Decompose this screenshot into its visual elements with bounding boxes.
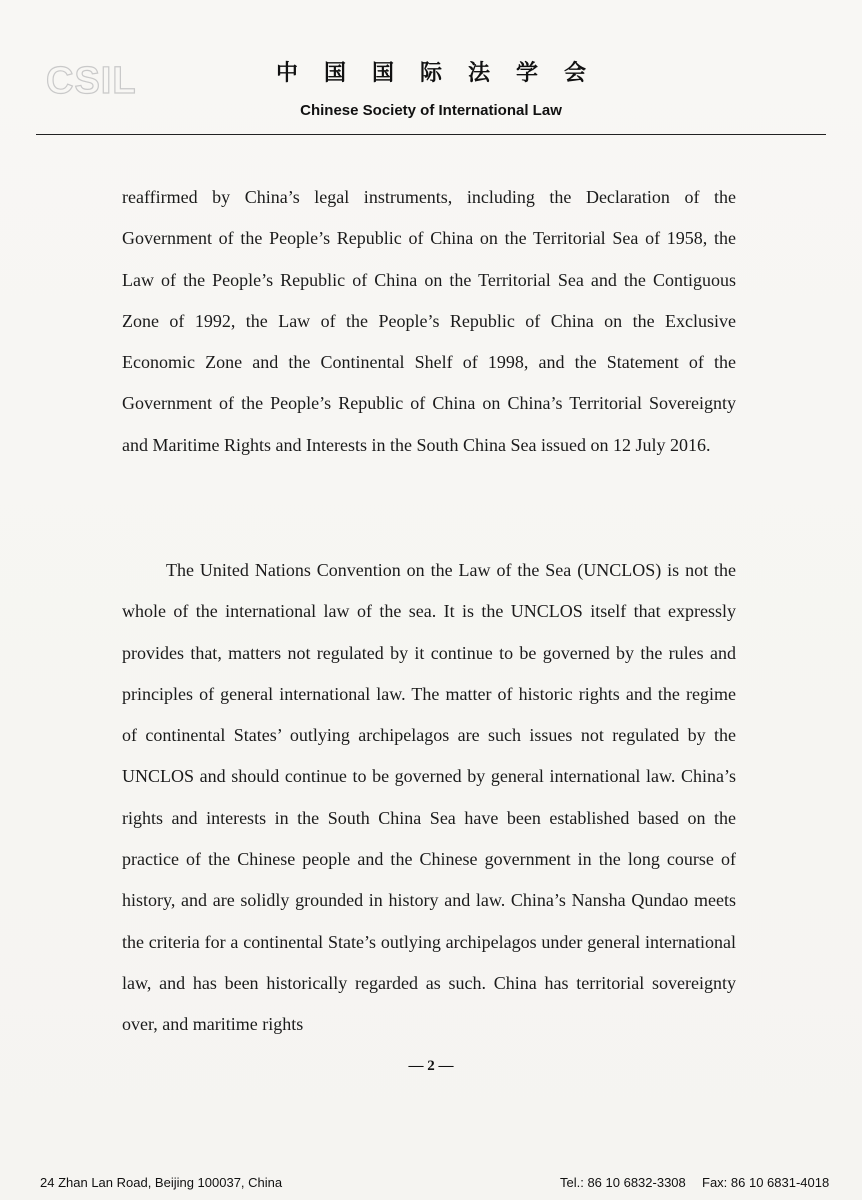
body-paragraph-2: The United Nations Convention on the Law of the Sea (UNCLOS) is not the whole of the international law of the sea. It is the UNCLOS itself that expressly provides that, matters not regulated by it continue to be governed by the rules and principles of general international law. The matter of historic rights and the regime of continental States’ outlying archipelagos are such issues not regulated by the UNCLOS and should continue to be governed by general international law. China’s rights and interests in the South China Sea have been established based on the practice of the Chinese people and the Chinese government in the long course of history, and are solidly grounded in history and law. China’s Nansha Qundao meets the criteria for a continental State’s outlying archipelagos under general international law, and has been historically regarded as such. China has territorial sovereignty over, and maritime rights (122, 560, 736, 1035)
footer-telephone: Tel.: 86 10 6832-3308 (560, 1175, 686, 1190)
footer-address: 24 Zhan Lan Road, Beijing 100037, China (40, 1175, 283, 1190)
page-number: — 2 — (408, 1058, 454, 1074)
letterhead-title-chinese: 中国国际法学会 (275, 61, 612, 86)
header-divider (36, 134, 826, 135)
letterhead-title-english: Chinese Society of International Law (300, 102, 562, 119)
body-paragraph-1: reaffirmed by China’s legal instruments, including the Declaration of the Government of the People’s Republic of China on the Territorial Sea of 1958, the Law of the People’s Republic of China on the Territorial Sea and the Contiguous Zone of 1992, the Law of the People’s Republic of China on the Exclusive Economic Zone and the Continental Shelf of 1998, and the Statement of the Government of the People’s Republic of China on China’s Territorial Sovereignty and Maritime Rights and Interests in the South China Sea issued on 12 July 2016. (122, 187, 736, 455)
footer-fax: Fax: 86 10 6831-4018 (702, 1175, 830, 1190)
csil-logo: CSIL (46, 60, 137, 102)
